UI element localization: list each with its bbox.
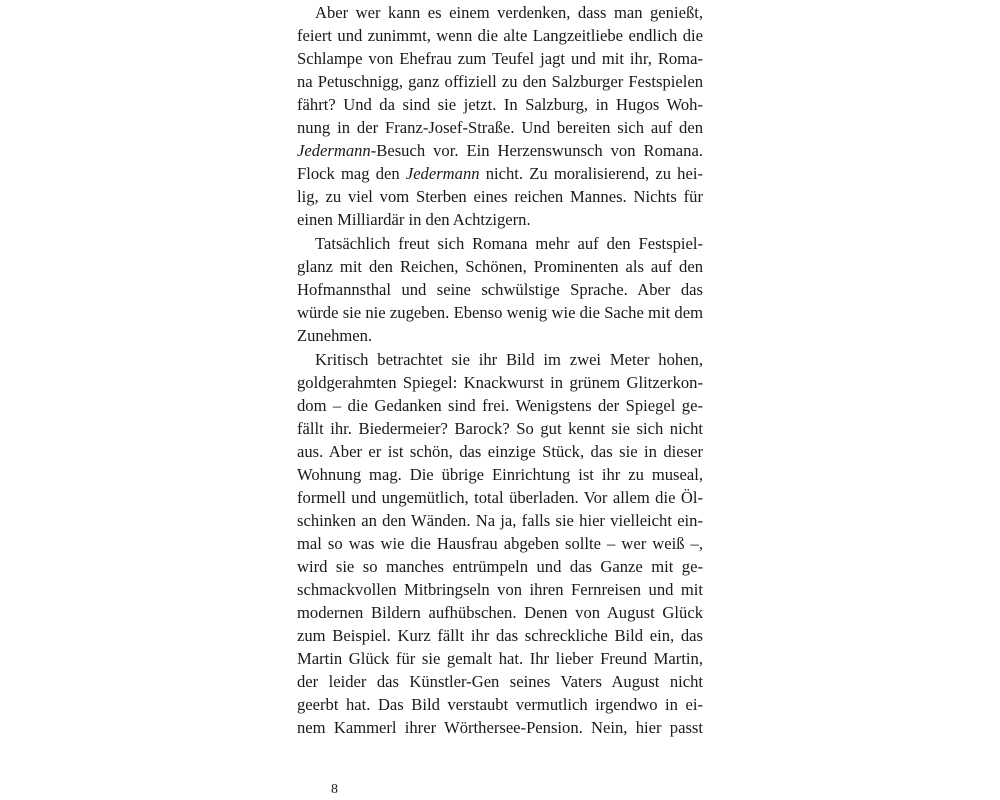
text-line: na Petuschnigg, ganz offiziell zu den Salzburger Festspielen xyxy=(297,72,703,91)
text-line: formell und ungemütlich, total überladen. Vor allem die Öl- xyxy=(297,488,703,507)
text-line: goldgerahmten Spiegel: Knackwurst in grünem Glitzerkon- xyxy=(297,373,703,392)
text-line: Kritisch betrachtet sie ihr Bild im zwei Meter hohen, xyxy=(315,350,703,369)
text-line: mal so was wie die Hausfrau abgeben sollte – wer weiß –, xyxy=(297,534,703,553)
text-line: Tatsächlich freut sich Romana mehr auf den Festspiel- xyxy=(315,234,703,253)
page-number: 8 xyxy=(331,782,338,797)
text-line: fällt ihr. Biedermeier? Barock? So gut kennt sie sich nicht xyxy=(297,419,703,438)
work-title: Jedermann xyxy=(297,141,371,160)
text-line: wird sie so manches entrümpeln und das Ganze mit ge- xyxy=(297,557,703,576)
text-line: Hofmannsthal und seine schwülstige Sprache. Aber das xyxy=(297,280,703,299)
text-line: modernen Bildern aufhübschen. Denen von August Glück xyxy=(297,603,703,622)
text-line: dom – die Gedanken sind frei. Wenigstens der Spiegel ge- xyxy=(297,396,703,415)
text-line: fährt? Und da sind sie jetzt. In Salzburg, in Hugos Woh- xyxy=(297,95,703,114)
text-line: nung in der Franz-Josef-Straße. Und bereiten sich auf den xyxy=(297,118,703,137)
text-line: nem Kammerl ihrer Wörthersee-Pension. Nein, hier passt xyxy=(297,718,703,737)
text-line: Jedermann-Besuch vor. Ein Herzenswunsch von Romana. xyxy=(297,141,703,160)
text-line: Aber wer kann es einem verdenken, dass man genießt, xyxy=(315,3,703,22)
text-line: Schlampe von Ehefrau zum Teufel jagt und mit ihr, Roma- xyxy=(297,49,703,68)
text-line: feiert und zunimmt, wenn die alte Langzeitliebe endlich die xyxy=(297,26,703,45)
text-line: glanz mit den Reichen, Schönen, Prominenten als auf den xyxy=(297,257,703,276)
text-line: schinken an den Wänden. Na ja, falls sie hier vielleicht ein- xyxy=(297,511,703,530)
text-line: Wohnung mag. Die übrige Einrichtung ist ihr zu museal, xyxy=(297,465,703,484)
text-line: Flock mag den Jedermann nicht. Zu moralisierend, zu hei- xyxy=(297,164,703,183)
text-line: aus. Aber er ist schön, das einzige Stück, das sie in dieser xyxy=(297,442,703,461)
text-line: einen Milliardär in den Achtzigern. xyxy=(297,210,531,229)
text-line: der leider das Künstler-Gen seines Vaters August nicht xyxy=(297,672,703,691)
text-line: würde sie nie zugeben. Ebenso wenig wie die Sache mit dem xyxy=(297,303,703,322)
text-line: zum Beispiel. Kurz fällt ihr das schreckliche Bild ein, das xyxy=(297,626,703,645)
text-line: Martin Glück für sie gemalt hat. Ihr lieber Freund Martin, xyxy=(297,649,703,668)
work-title: Jedermann xyxy=(405,164,480,183)
text-line: schmackvollen Mitbringseln von ihren Fernreisen und mit xyxy=(297,580,703,599)
text-line: Zunehmen. xyxy=(297,326,373,345)
text-line: lig, zu viel vom Sterben eines reichen Mannes. Nichts für xyxy=(297,187,703,206)
text-line: geerbt hat. Das Bild verstaubt vermutlich irgendwo in ei- xyxy=(297,695,703,714)
